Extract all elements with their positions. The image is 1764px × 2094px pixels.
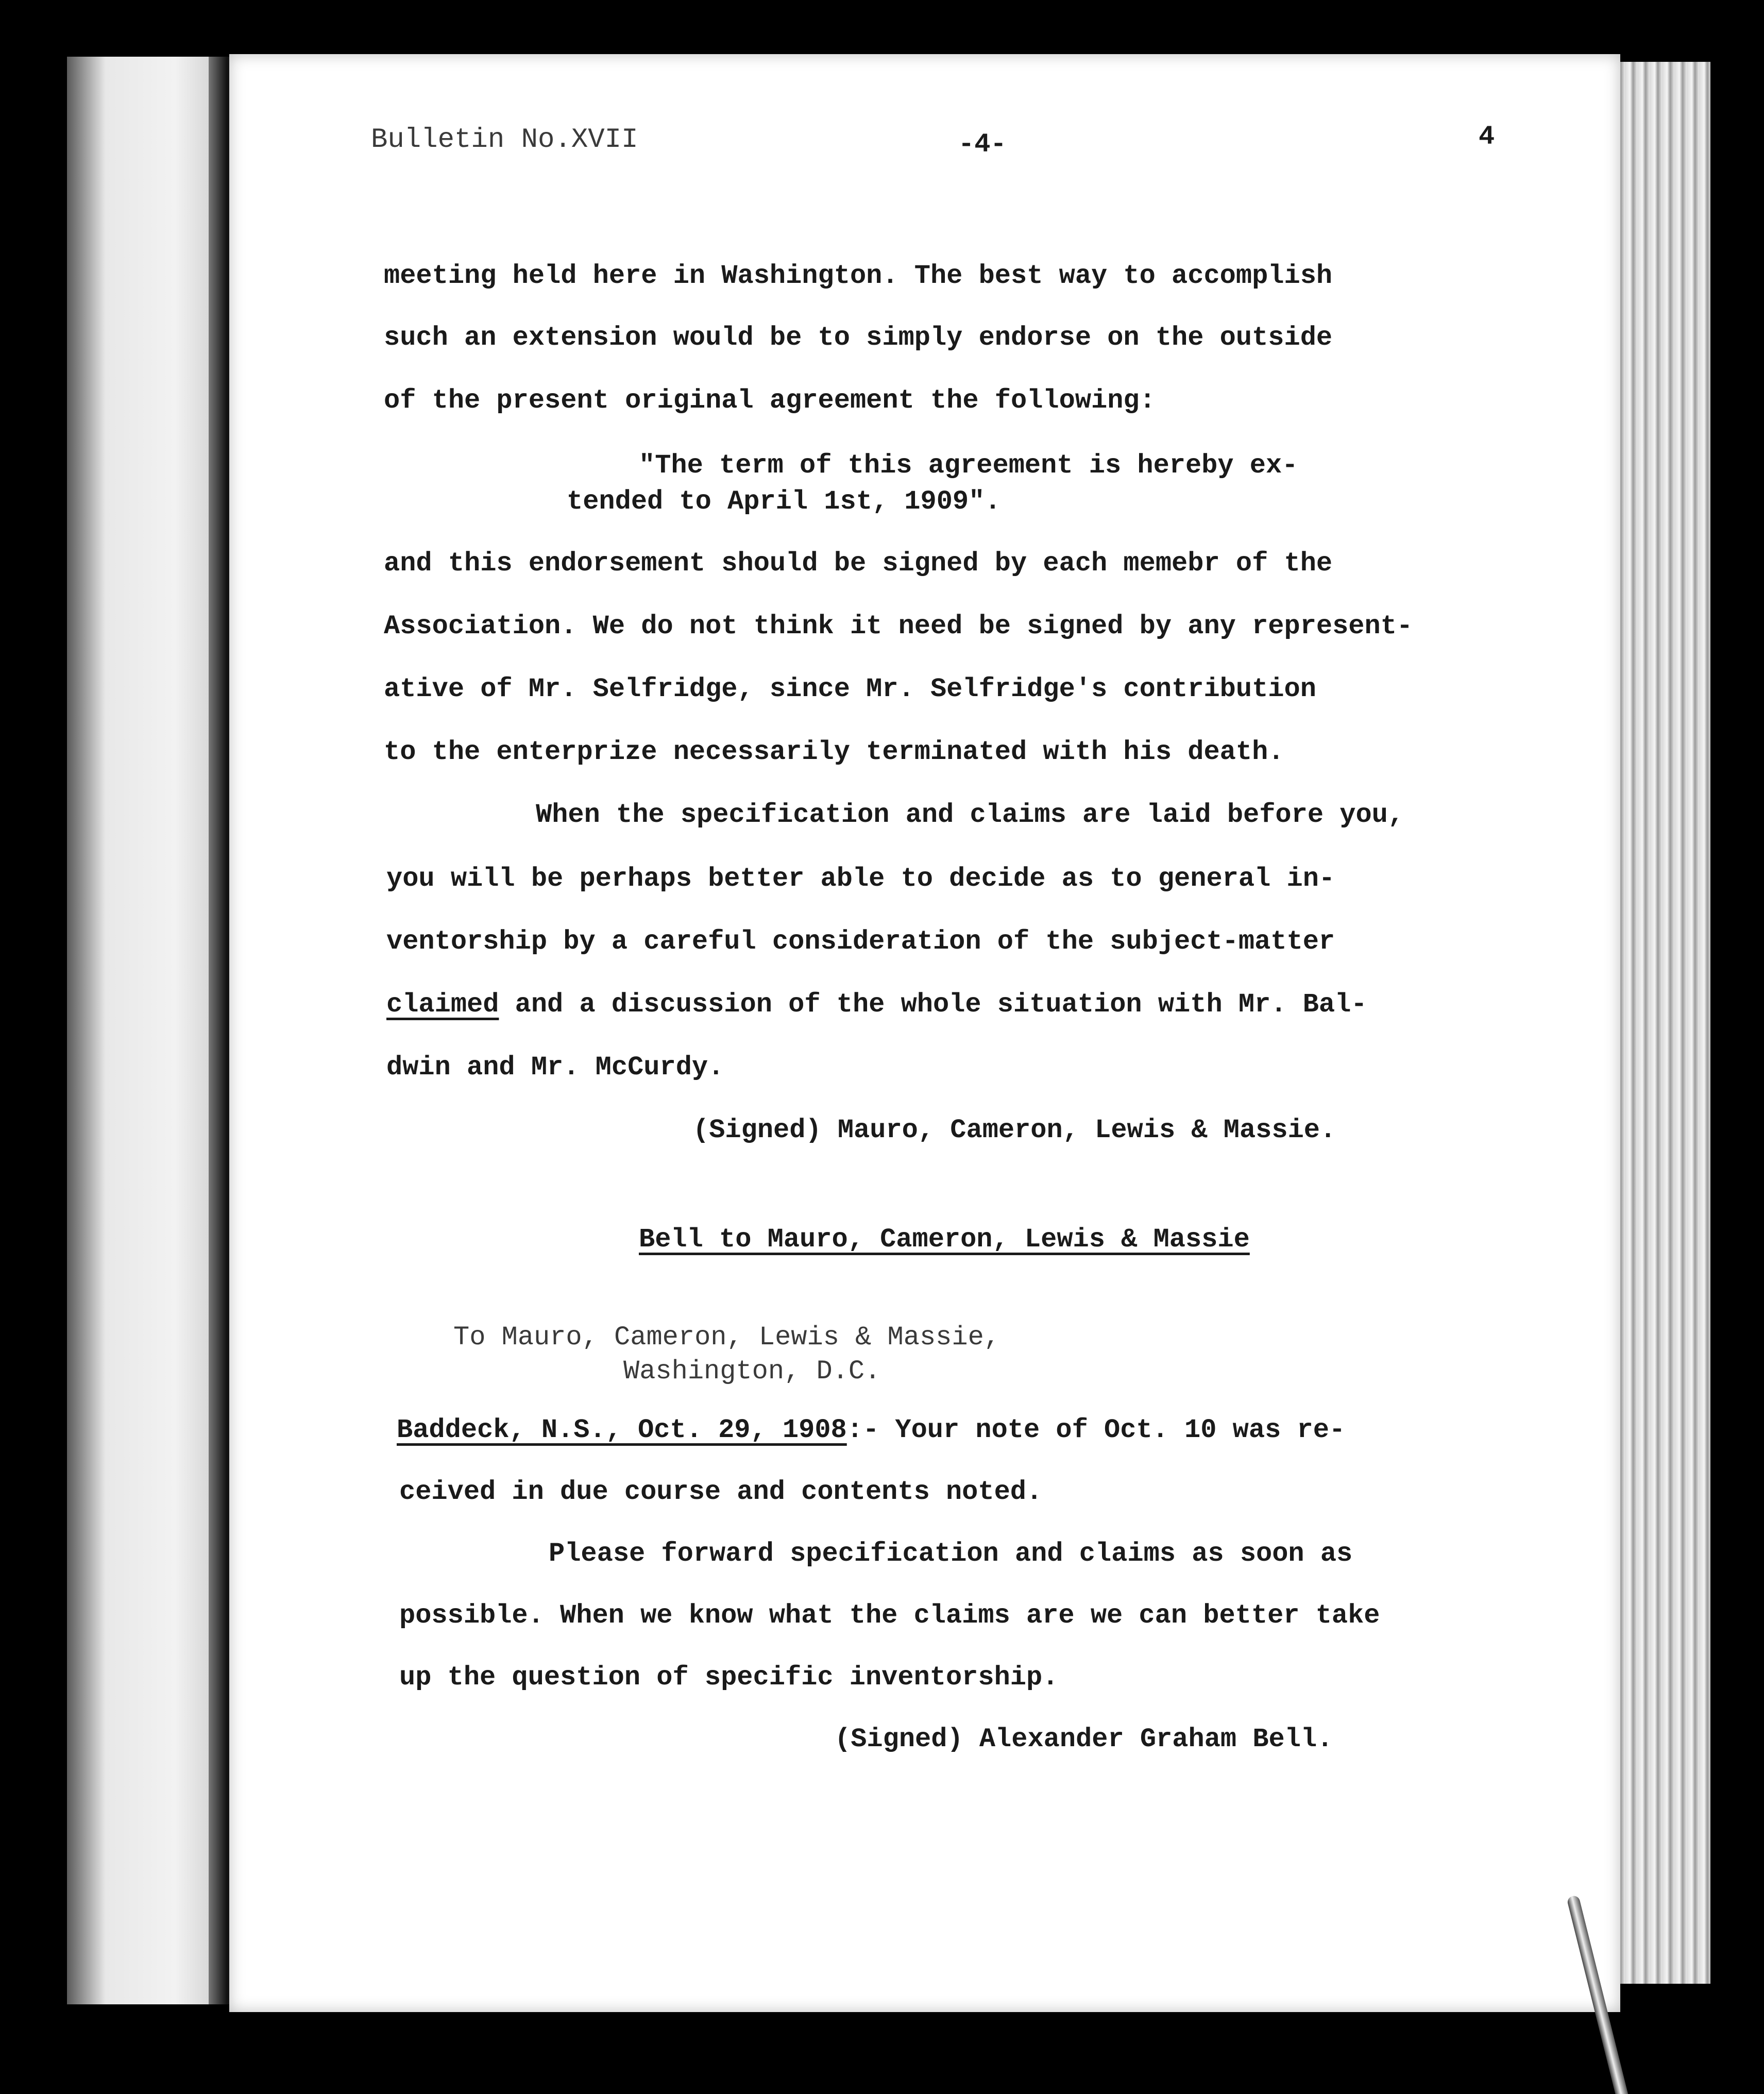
dateline: Baddeck, N.S., Oct. 29, 1908 <box>397 1415 847 1445</box>
dateline-rest: :- Your note of Oct. 10 was re- <box>846 1415 1346 1445</box>
signature-bell: (Signed) Alexander Graham Bell. <box>835 1724 1333 1754</box>
letter-line-dateline <box>397 1417 1345 1444</box>
page-number: 4 <box>1479 122 1495 152</box>
quote-line: tended to April 1st, 1909". <box>567 486 1001 517</box>
body-line: ventorship by a careful consideration of the subject-matter <box>386 926 1335 957</box>
body-line: to the enterprize necessarily terminated with his death. <box>384 737 1284 767</box>
quote-line: "The term of this agreement is hereby ex- <box>639 450 1298 481</box>
bulletin-label: Bulletin No.XVII <box>371 124 638 156</box>
body-line: of the present original agreement the following: <box>384 385 1156 416</box>
letter-line: up the question of specific inventorship. <box>399 1662 1059 1693</box>
body-line: dwin and Mr. McCurdy. <box>386 1052 724 1083</box>
body-line: meeting held here in Washington. The best way to accomplish <box>384 261 1333 291</box>
body-line: and this endorsement should be signed by each memebr of the <box>384 548 1333 579</box>
letter-line: ceived in due course and contents noted. <box>399 1477 1043 1507</box>
letter-heading: Bell to Mauro, Cameron, Lewis & Massie <box>639 1224 1250 1255</box>
body-line: you will be perhaps better able to decide as to general in- <box>386 864 1335 894</box>
address-line: To Mauro, Cameron, Lewis & Massie, <box>453 1322 1000 1353</box>
stacked-page-edges <box>1613 62 1710 1984</box>
body-line: ative of Mr. Selfridge, since Mr. Selfridge's contribution <box>384 674 1316 704</box>
page-binding-margin <box>67 57 222 2004</box>
body-line-claimed <box>386 991 1367 1018</box>
body-line: such an extension would be to simply endorse on the outside <box>384 323 1333 353</box>
address-line: Washington, D.C. <box>623 1356 881 1387</box>
body-line: When the specification and claims are laid before you, <box>536 800 1404 830</box>
claimed-underlined: claimed <box>386 989 499 1020</box>
letter-line: Please forward specification and claims as soon as <box>549 1539 1353 1569</box>
center-page-marker: -4- <box>958 129 1007 160</box>
body-line: Association. We do not think it need be signed by any represent- <box>384 611 1413 641</box>
body-line-rest: and a discussion of the whole situation with Mr. Bal- <box>499 989 1367 1020</box>
signature-mauro: (Signed) Mauro, Cameron, Lewis & Massie. <box>693 1115 1336 1145</box>
letter-line: possible. When we know what the claims are we can better take <box>399 1600 1380 1631</box>
